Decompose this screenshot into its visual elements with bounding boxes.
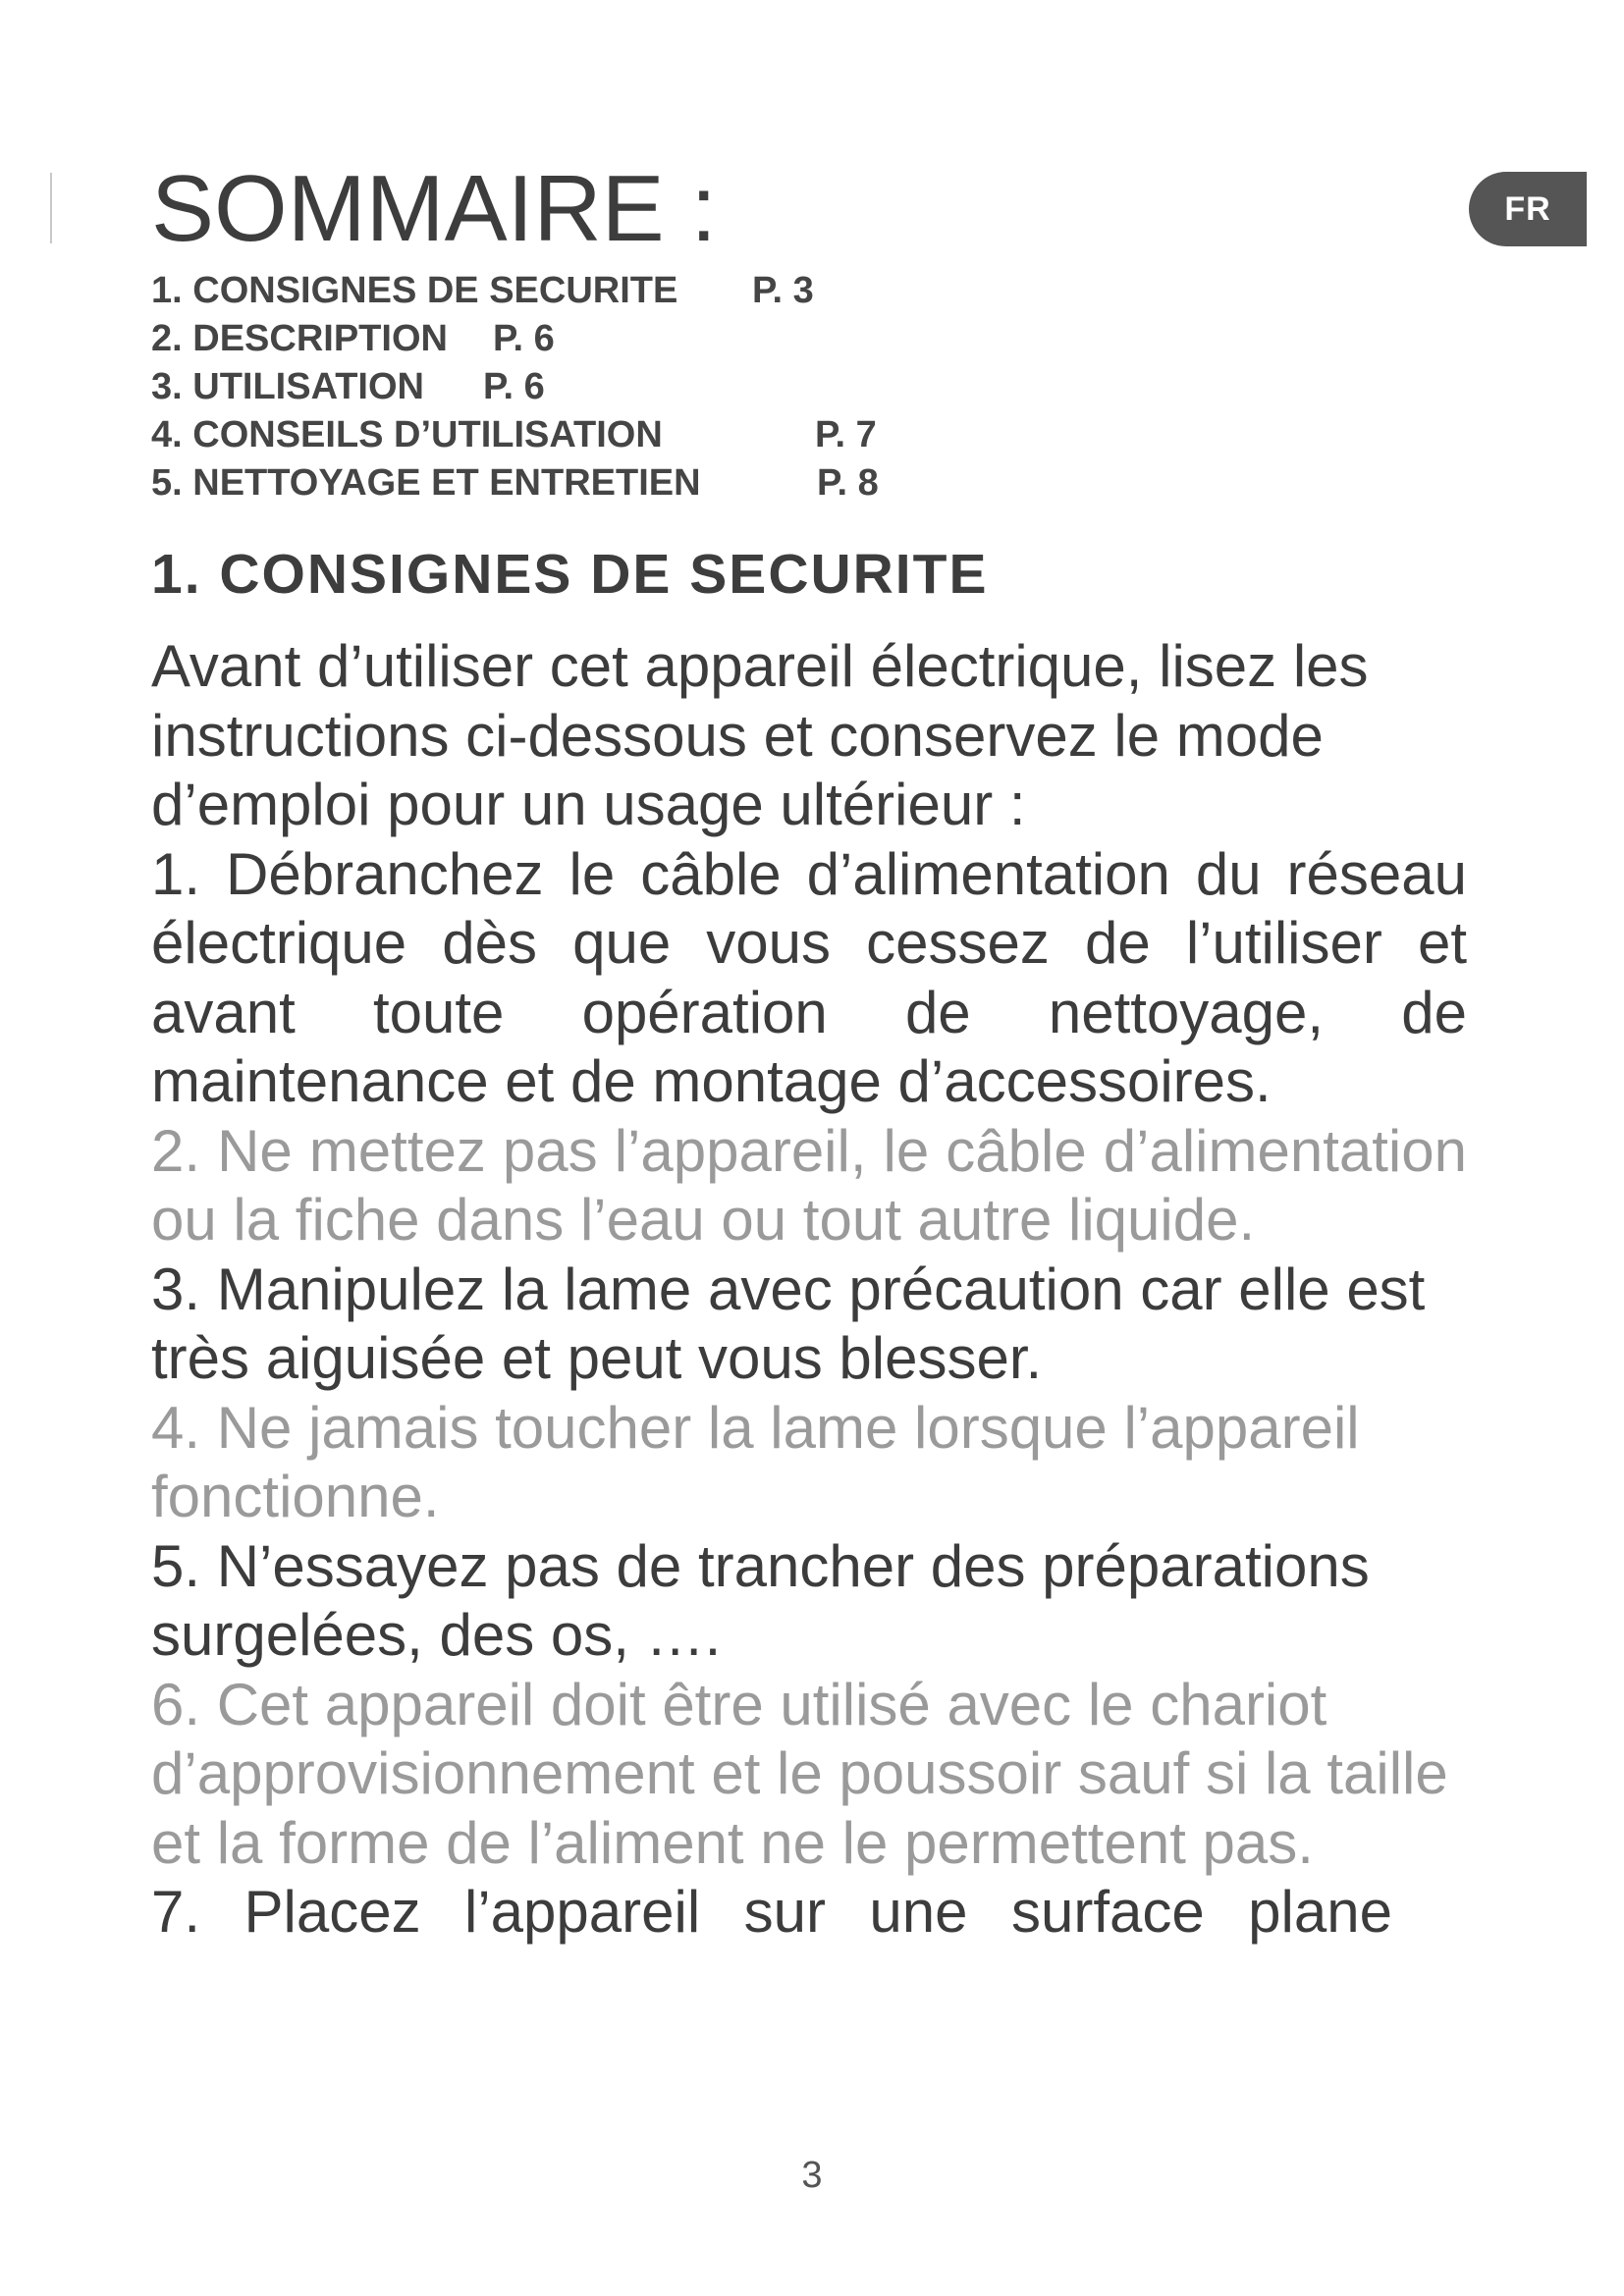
safety-item-6: 6. Cet appareil doit être utilisé avec le chariot d’approvisionnement et le poussoir sauf si la taille et la forme de l’aliment ne le permettent pas. [151, 1671, 1448, 1876]
safety-instructions [151, 632, 1467, 1948]
toc-item-securite[interactable] [151, 267, 1035, 315]
safety-item-2: 2. Ne mettez pas l’appareil, le câble d’alimentation ou la fiche dans l’eau ou tout autre liquide. [151, 1117, 1467, 1253]
toc-item-nettoyage[interactable] [151, 459, 1035, 507]
safety-item-7: 7. Placez l’appareil sur une surface plane [151, 1879, 1392, 1945]
toc-item-label: 2. DESCRIPTION [151, 318, 448, 359]
toc-item-label: 5. NETTOYAGE ET ENTRETIEN [151, 462, 701, 504]
toc-item-page: P. 3 [752, 270, 814, 311]
section-heading: 1. CONSIGNES DE SECURITE [151, 543, 989, 606]
toc-item-page: P. 7 [815, 414, 877, 455]
toc-item-description[interactable] [151, 315, 1035, 363]
page-edge-line [50, 173, 52, 243]
toc-item-page: P. 6 [483, 366, 545, 407]
page-title: SOMMAIRE : [151, 156, 718, 261]
safety-item-3: 3. Manipulez la lame avec précaution car elle est très aiguisée et peut vous blesser. [151, 1255, 1426, 1391]
toc-item-page: P. 8 [817, 462, 879, 504]
page-number: 3 [801, 2155, 823, 2196]
toc-item-label: 1. CONSIGNES DE SECURITE [151, 270, 678, 311]
toc-item-utilisation[interactable] [151, 363, 1035, 411]
toc-item-page: P. 6 [493, 318, 555, 359]
safety-item-5: 5. N’essayez pas de trancher des préparations surgelées, des os, …. [151, 1532, 1370, 1668]
intro-paragraph: Avant d’utiliser cet appareil électrique, lisez les instructions ci-dessous et conservez le mode d’emploi pour un usage ultérieur : [151, 633, 1369, 837]
language-badge: FR [1469, 172, 1587, 246]
safety-item-4: 4. Ne jamais toucher la lame lorsque l’appareil fonctionne. [151, 1394, 1360, 1529]
toc-item-label: 4. CONSEILS D’UTILISATION [151, 414, 663, 455]
toc-item-label: 3. UTILISATION [151, 366, 424, 407]
safety-item-1: 1. Débranchez le câble d’alimentation du réseau électrique dès que vous cessez de l’utiliser et avant toute opération de nettoyage, de maintenance et de montage d’accessoires. [151, 840, 1467, 1114]
toc-item-conseils[interactable] [151, 411, 1035, 459]
table-of-contents [151, 267, 1035, 507]
